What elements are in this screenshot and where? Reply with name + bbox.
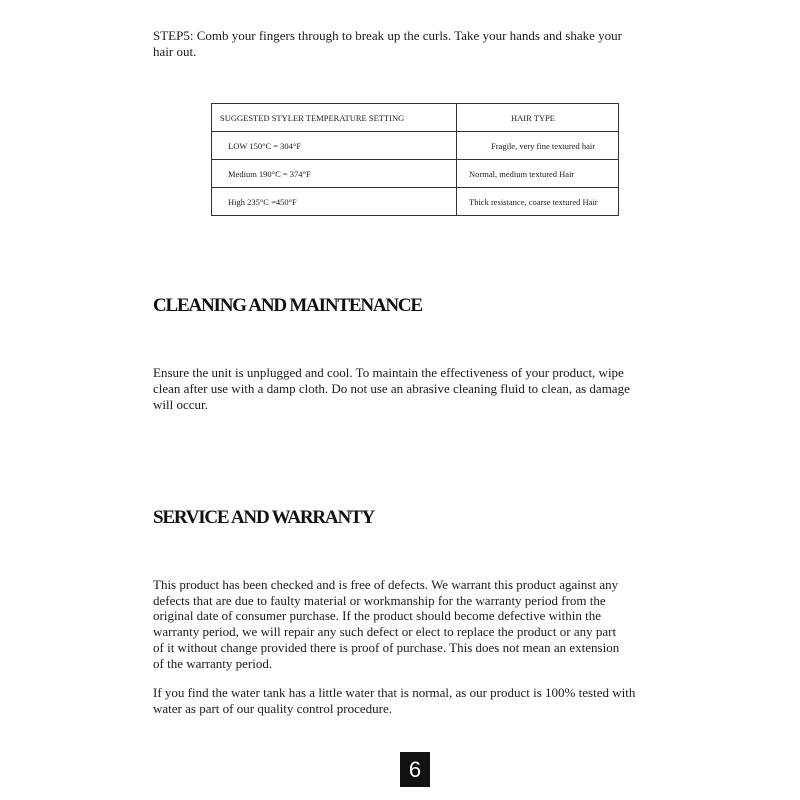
text-line: of the warranty period. — [153, 655, 273, 671]
temperature-cell: LOW 150°C = 304°F — [212, 132, 457, 160]
warranty-text — [153, 577, 619, 671]
text-line: original date of consumer purchase. If the product should become defective within the — [153, 608, 601, 624]
temperature-table — [211, 103, 619, 216]
header-temperature: SUGGESTED STYLER TEMPERATURE SETTING — [212, 104, 457, 132]
text-line: STEP5: Comb your fingers through to break up the curls. Take your hands and shake your — [153, 28, 622, 43]
temperature-cell: High 235°C =450°F — [212, 188, 457, 216]
hair-type-cell: Thick resistance, coarse textured Hair — [457, 188, 619, 216]
text-line: will occur. — [153, 397, 208, 412]
text-line: clean after use with a damp cloth. Do not use an abrasive cleaning fluid to clean, as damage — [153, 381, 630, 396]
temperature-cell: Medium 190°C = 374°F — [212, 160, 457, 188]
text-line: This product has been checked and is free of defects. We warrant this product against any — [153, 577, 619, 592]
text-line: of it without change provided there is proof of purchase. This does not mean an extension — [153, 639, 620, 655]
hair-type-cell: Fragile, very fine textured hair — [457, 132, 619, 160]
table-header-row — [212, 104, 619, 132]
text-line: If you find the water tank has a little water that is normal, as our product is 100% tested with — [153, 685, 636, 700]
table-row — [212, 132, 619, 160]
cleaning-text — [153, 365, 630, 413]
text-line: hair out. — [153, 44, 197, 59]
text-line: warranty period, we will repair any such defect or elect to replace the product or any part — [153, 624, 617, 640]
table-row — [212, 188, 619, 216]
header-hair-type: HAIR TYPE — [457, 104, 619, 132]
cleaning-heading: CLEANING AND MAINTENANCE — [153, 295, 422, 316]
water-tank-note — [153, 685, 635, 717]
step5-text — [153, 28, 622, 60]
warranty-heading: SERVICE AND WARRANTY — [153, 507, 374, 528]
hair-type-cell: Normal, medium textured Hair — [457, 160, 619, 188]
page-number: 6 — [400, 752, 430, 787]
text-line: water as part of our quality control procedure. — [153, 701, 392, 716]
table-row — [212, 160, 619, 188]
text-line: Ensure the unit is unplugged and cool. To maintain the effectiveness of your product, wipe — [153, 365, 624, 380]
text-line: defects that are due to faulty material or workmanship for the warranty period from the — [153, 592, 606, 608]
